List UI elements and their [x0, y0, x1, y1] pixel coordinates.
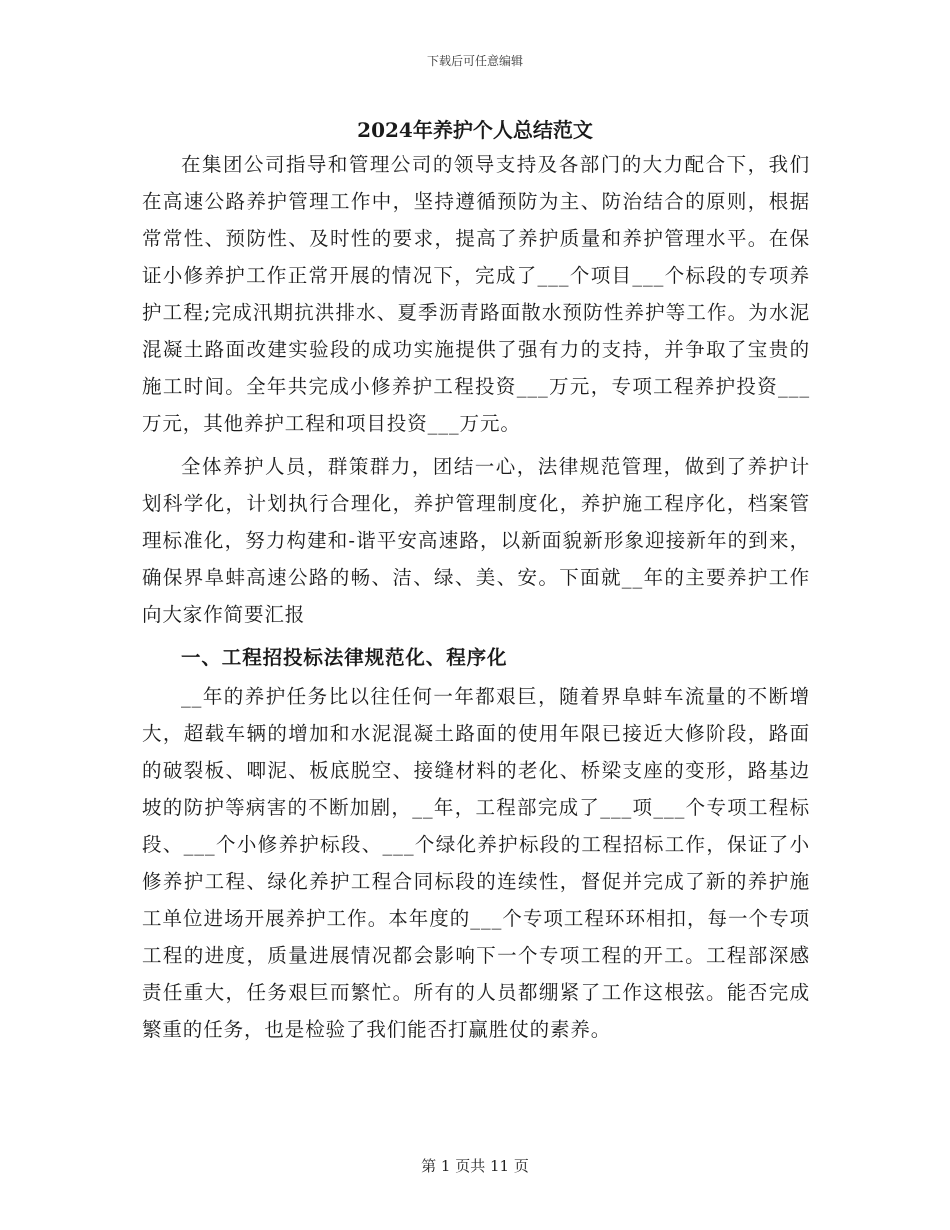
page-number: 第 1 页共 11 页	[421, 1157, 529, 1175]
header-note: 下载后可任意编辑	[426, 54, 523, 68]
section-paragraph: __年的养护任务比以往任何一年都艰巨，随着界阜蚌车流量的不断增大，超载车辆的增加和水泥混凝土路面的使用年限已接近大修阶段，路面的破裂板、唧泥、板底脱空、接缝材料的老化、桥梁支座的变形，路基边坡的防护等病害的不断加剧，__年，工程部完成了___项___个专项工程标段、___个小修养护标段、___个绿化养护标段的工程招标工作，保证了小修养护工程、绿化养护工程合同标段的连续性，督促并完成了新的养护施工单位进场开展养护工作。本年度的___个专项工程环环相扣，每一个专项工程的进度，质量进展情况都会影响下一个专项工程的开工。工程部深感责任重大，任务艰巨而繁忙。所有的人员都绷紧了工作这根弦。能否完成繁重的任务，也是检验了我们能否打赢胜仗的素养。	[142, 685, 810, 1041]
document-body	[142, 146, 810, 1054]
paragraph-intro: 在集团公司指导和管理公司的领导支持及各部门的大力配合下，我们在高速公路养护管理工作中，坚持遵循预防为主、防治结合的原则，根据常常性、预防性、及时性的要求，提高了养护质量和养护管理水平。在保证小修养护工作正常开展的情况下，完成了___个项目___个标段的专项养护工程;完成汛期抗洪排水、夏季沥青路面散水预防性养护等工作。为水泥混凝土路面改建实验段的成功实施提供了强有力的支持，并争取了宝贵的施工时间。全年共完成小修养护工程投资___万元，专项工程养护投资___万元，其他养护工程和项目投资___万元。	[142, 153, 810, 435]
paragraph-summary: 全体养护人员，群策群力，团结一心，法律规范管理，做到了养护计划科学化，计划执行合理化，养护管理制度化，养护施工程序化，档案管理标准化，努力构建和-谐平安高速路，以新面貌新形象迎接新年的到来，确保界阜蚌高速公路的畅、洁、绿、美、安。下面就__年的主要养护工作向大家作简要汇报	[142, 455, 810, 626]
document-title: 2024年养护个人总结范文	[357, 118, 593, 142]
section-heading: 一、工程招投标法律规范化、程序化	[181, 646, 508, 669]
